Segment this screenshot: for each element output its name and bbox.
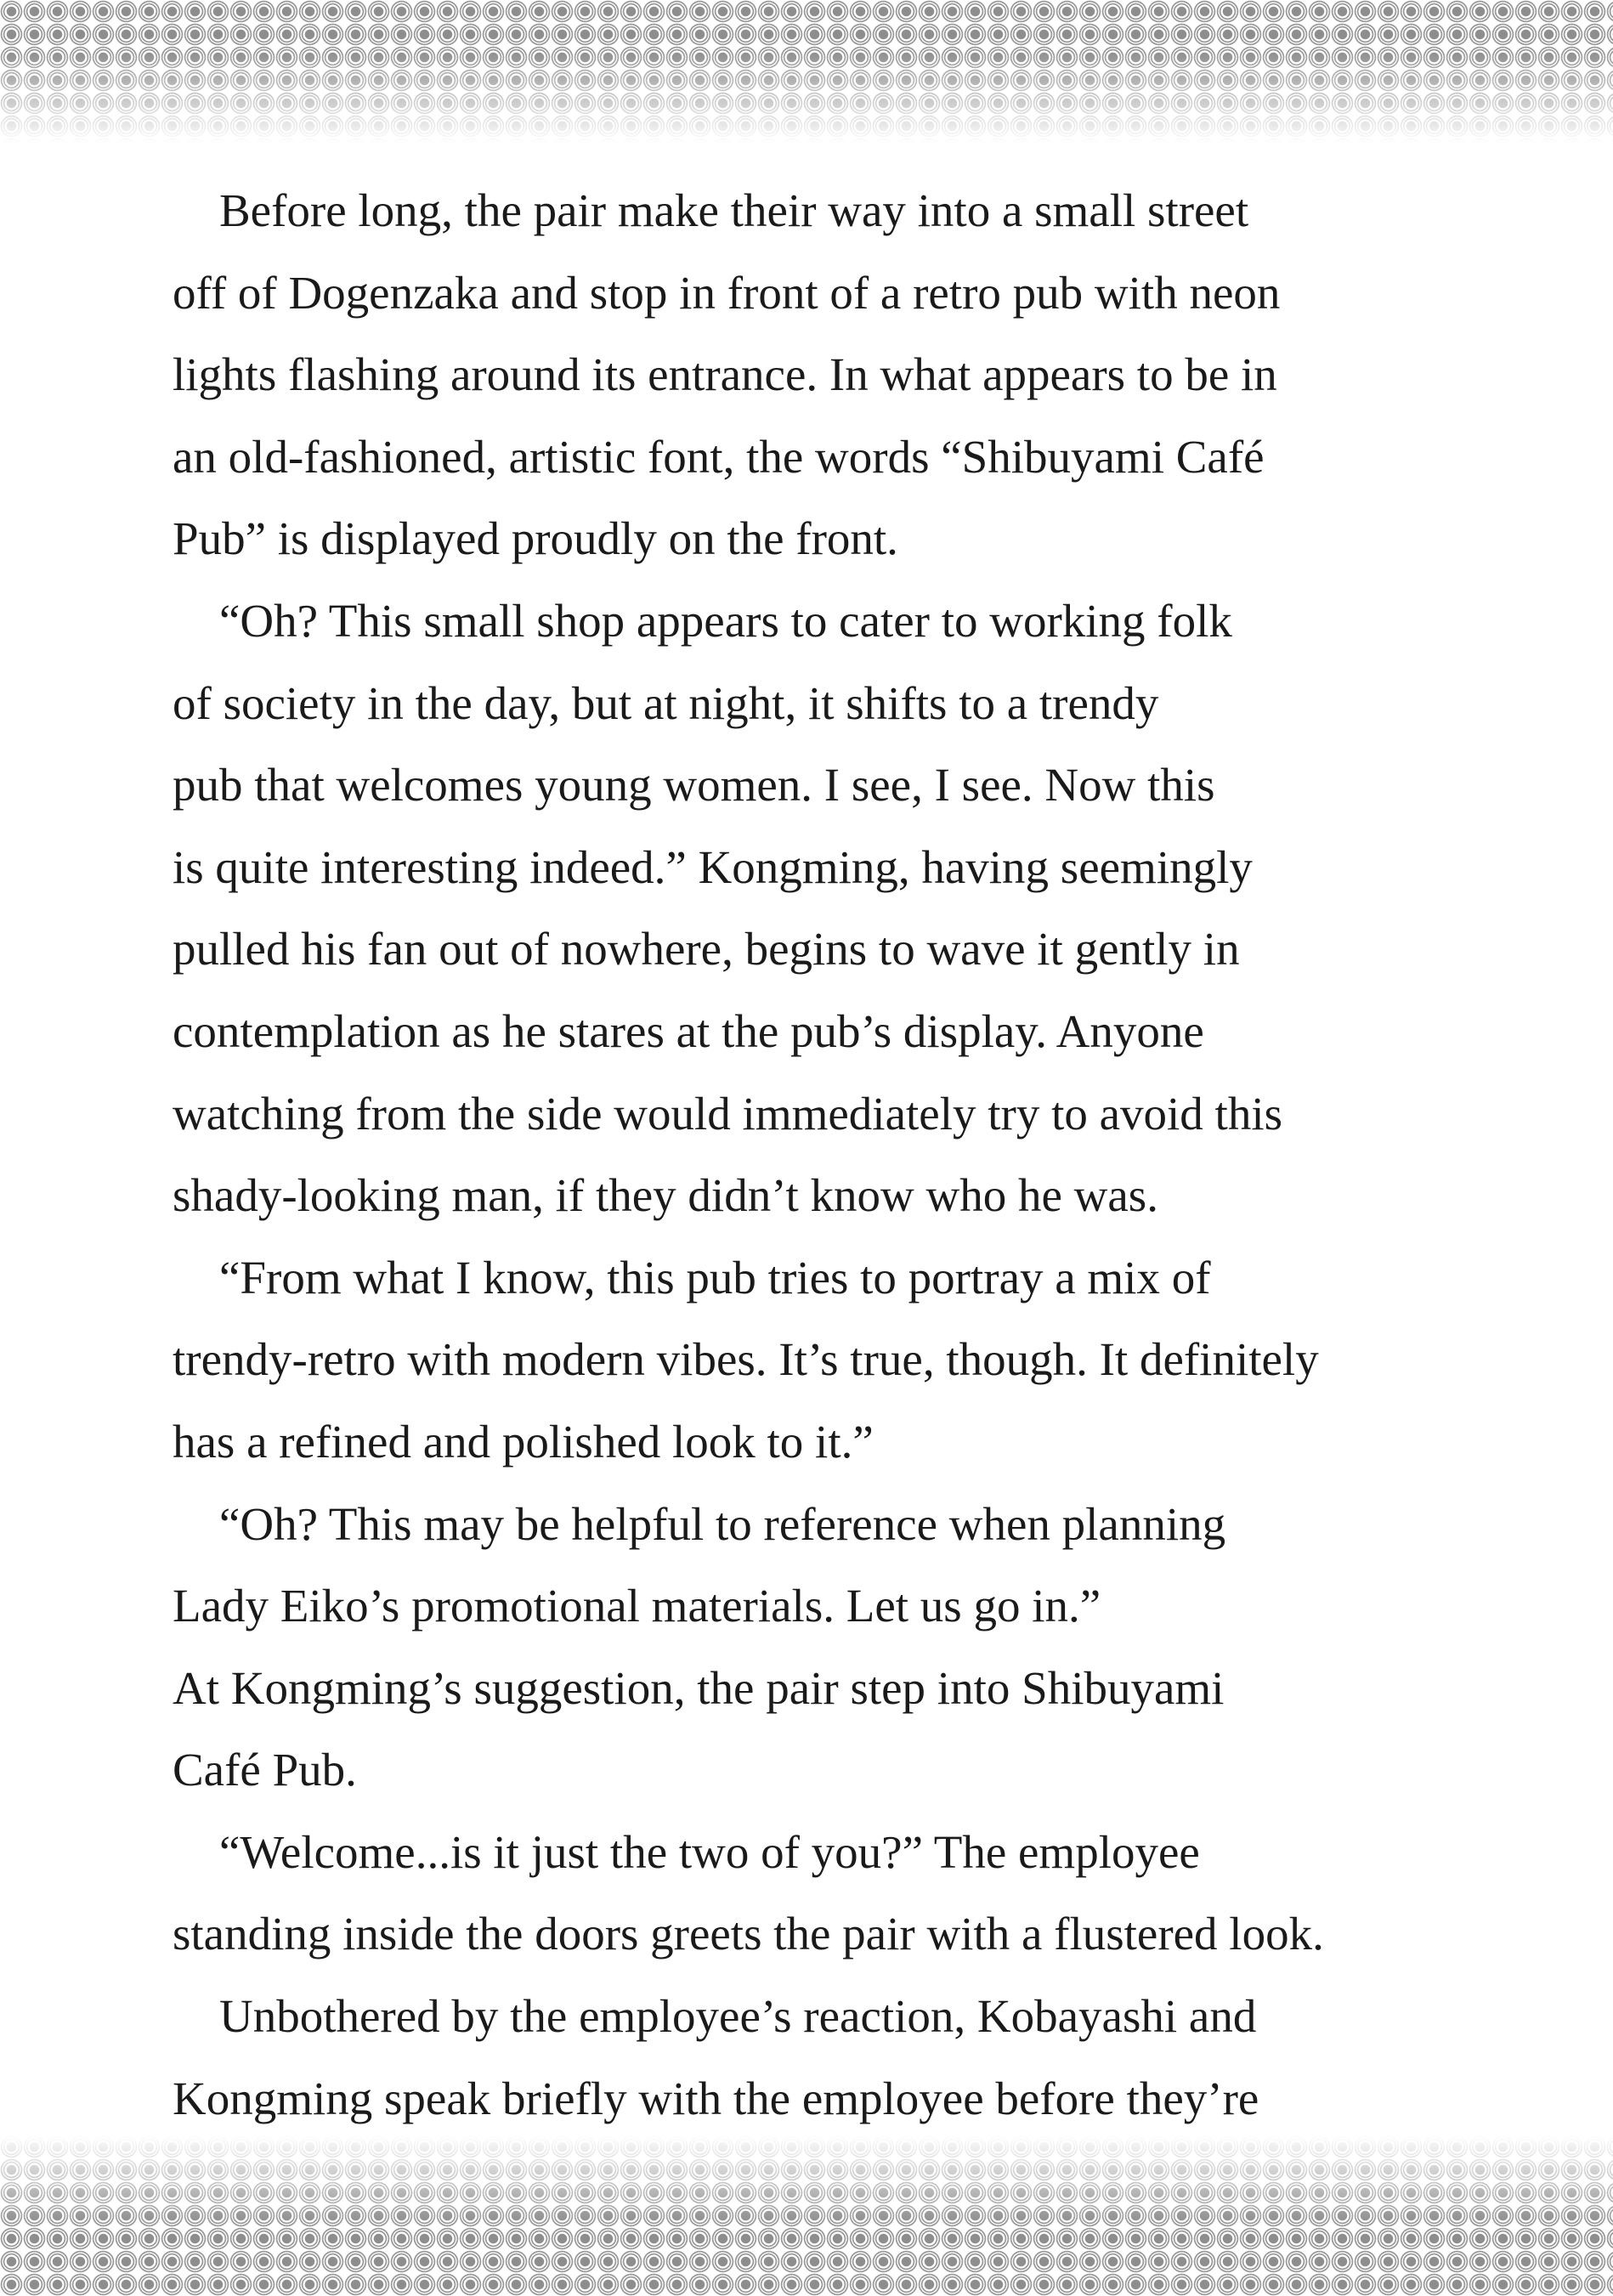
text-line: lights flashing around its entrance. In what appears to be in	[173, 348, 1277, 401]
text-line: off of Dogenzaka and stop in front of a retro pub with neon	[173, 266, 1281, 319]
paragraph	[173, 1648, 1498, 1812]
decorative-circle-pattern-bottom	[0, 2135, 1613, 2296]
text-line: Before long, the pair make their way into a small street	[219, 184, 1249, 236]
text-line: “Welcome...is it just the two of you?” The employee	[219, 1825, 1200, 1878]
text-line: pulled his fan out of nowhere, begins to wave it gently in	[173, 923, 1240, 976]
paragraph	[173, 1812, 1498, 1976]
paragraph	[173, 170, 1498, 580]
text-line: shady-looking man, if they didn’t know who he was.	[173, 1169, 1158, 1222]
text-line: “Oh? This may be helpful to reference when planning	[219, 1497, 1226, 1550]
paragraph	[173, 1484, 1498, 1648]
text-line: an old-fashioned, artistic font, the words “Shibuyami Café	[173, 430, 1265, 483]
text-line: Kongming speak briefly with the employee before they’re	[173, 2072, 1259, 2124]
text-line: At Kongming’s suggestion, the pair step into Shibuyami	[173, 1661, 1225, 1714]
paragraph	[173, 1976, 1498, 2140]
paragraph	[173, 1237, 1498, 1484]
text-line: trendy-retro with modern vibes. It’s true, though. It definitely	[173, 1333, 1319, 1386]
text-line: “From what I know, this pub tries to portray a mix of	[219, 1251, 1211, 1304]
text-line: has a refined and polished look to it.”	[173, 1415, 874, 1468]
text-line: watching from the side would immediately try to avoid this	[173, 1087, 1283, 1140]
text-line: Lady Eiko’s promotional materials. Let us go in.”	[173, 1580, 1101, 1632]
page-body-text	[173, 170, 1498, 2140]
text-line: “Oh? This small shop appears to cater to working folk	[219, 594, 1232, 647]
text-line: Pub” is displayed proudly on the front.	[173, 512, 898, 565]
text-line: Café Pub.	[173, 1744, 357, 1796]
text-line: is quite interesting indeed.” Kongming, having seemingly	[173, 840, 1253, 893]
paragraph	[173, 580, 1498, 1237]
text-line: Unbothered by the employee’s reaction, Kobayashi and	[219, 1990, 1257, 2043]
text-line: standing inside the doors greets the pair with a flustered look.	[173, 1908, 1324, 1960]
text-line: of society in the day, but at night, it shifts to a trendy	[173, 676, 1159, 729]
decorative-circle-pattern-top	[0, 0, 1613, 144]
text-line: contemplation as he stares at the pub’s display. Anyone	[173, 1004, 1204, 1057]
text-line: pub that welcomes young women. I see, I see. Now this	[173, 759, 1215, 812]
